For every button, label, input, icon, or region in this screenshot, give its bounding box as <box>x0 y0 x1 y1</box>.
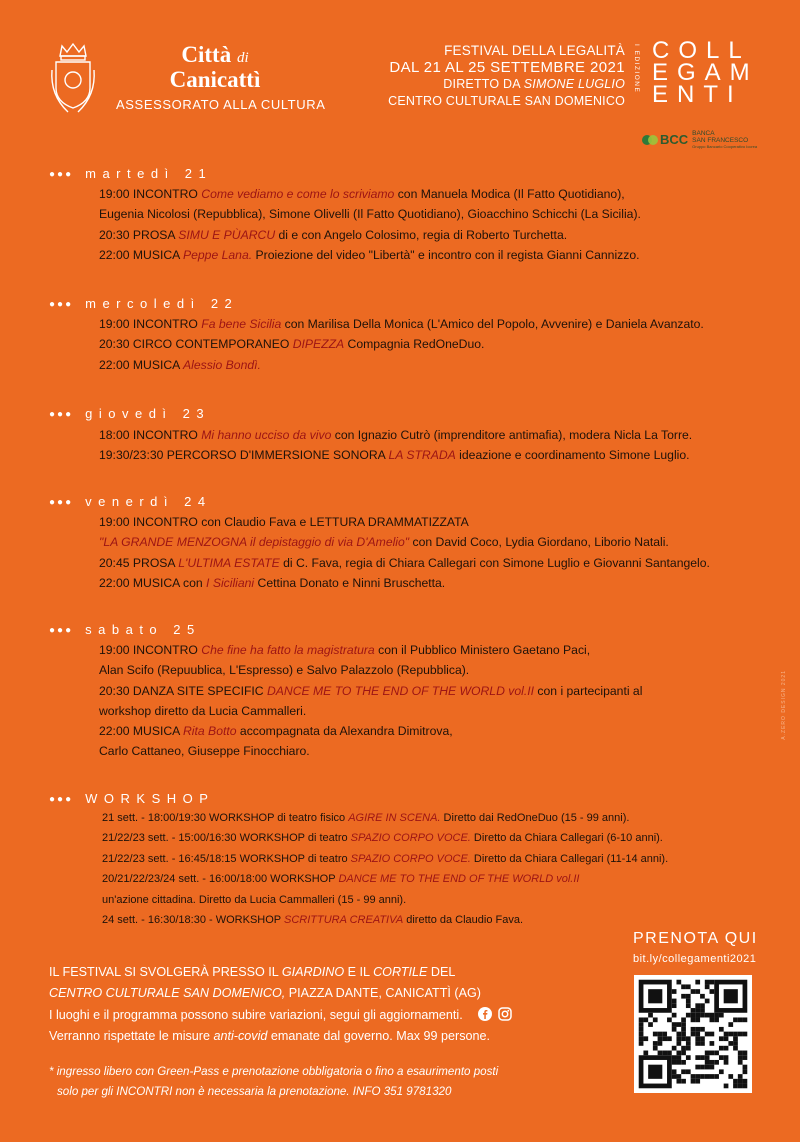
event-title: DANCE ME TO THE END OF THE WORLD vol.II <box>266 683 535 698</box>
event-title: Mi hanno ucciso da vivo <box>201 428 332 442</box>
workshop-program <box>102 808 668 930</box>
festival-director: DIRETTO DA SIMONE LUGLIO <box>443 77 625 91</box>
program-line: 21/22/23 sett. - 15:00/16:30 WORKSHOP di teatro SPAZIO CORPO VOCE. Diretto da Chiara Callegari (6-10 anni). <box>102 832 663 845</box>
event-title: DIPEZZA <box>292 337 345 352</box>
event-title: SCRITTURA CREATIVA <box>284 914 404 927</box>
event-title: Fa bene Sicilia <box>201 317 282 331</box>
program-line: 19:00 INCONTRO con Claudio Fava e LETTURA DRAMMATIZZATA <box>99 515 469 529</box>
festival-venue: CENTRO CULTURALE SAN DOMENICO <box>388 94 625 108</box>
event-title: L'ULTIMA ESTATE <box>178 555 280 570</box>
event-title: LA STRADA <box>388 448 456 463</box>
facebook-icon[interactable] <box>478 1007 492 1021</box>
program-line: workshop diretto da Lucia Cammalleri. <box>99 703 307 718</box>
program-line: 22:00 MUSICA Peppe Lana. Proiezione del video "Libertà" e incontro con il regista Gianni Cannizzo. <box>99 247 640 262</box>
collegamenti-logo: COLL EGAM ENTI <box>652 37 759 108</box>
assessorato-label: ASSESSORATO ALLA CULTURA <box>116 97 326 112</box>
event-title: Come vediamo e come lo scriviamo <box>201 187 395 201</box>
sponsor-logo: BCC BANCA SAN FRANCESCO Gruppo Bancario Cooperativo Iccrea <box>642 130 757 149</box>
program-line: 21/22/23 sett. - 16:45/18:15 WORKSHOP di teatro SPAZIO CORPO VOCE. Diretto da Chiara Callegari (11-14 anni). <box>102 852 669 865</box>
day-program-thursday <box>99 425 692 466</box>
festival-venue-info: IL FESTIVAL SI SVOLGERÀ PRESSO IL GIARDINO E IL CORTILE DEL CENTRO CULTURALE SAN DOMENICO, PIAZZA DANTE, CANICATTÌ (AG) I luoghi e il programma possono subire variazioni, segui gli aggiornamenti. Verranno rispettate le misure anti-covid emanate dal governo. Max 99 persone. <box>49 962 512 1048</box>
day-heading-friday: ●●● venerdì 24 <box>49 494 212 509</box>
workshop-heading: ●●● WORKSHOP <box>49 791 215 806</box>
bcc-leaf-icon <box>642 133 658 147</box>
program-line: 19:00 INCONTRO Come vediamo e come lo scriviamo con Manuela Modica (Il Fatto Quotidiano), <box>99 187 625 201</box>
event-title: SPAZIO CORPO VOCE. <box>350 832 471 845</box>
qr-code-icon[interactable] <box>634 975 752 1093</box>
day-program-tuesday <box>99 184 641 265</box>
program-line: 22:00 MUSICA Rita Botto accompagnata da Alexandra Dimitrova, <box>99 724 453 739</box>
program-line: 20:30 CIRCO CONTEMPORANEO DIPEZZA Compagnia RedOneDuo. <box>99 337 485 352</box>
program-line: un'azione cittadina. Diretto da Lucia Cammalleri (15 - 99 anni). <box>102 893 407 906</box>
program-line: 20:30 PROSA SIMU E PÙARCU di e con Angelo Colosimo, regia di Roberto Turchetta. <box>99 227 568 242</box>
day-program-saturday <box>99 640 642 762</box>
event-title: DANCE ME TO THE END OF THE WORLD vol.II <box>338 873 580 886</box>
day-program-friday <box>99 512 710 593</box>
program-line: 22:00 MUSICA Alessio Bondì. <box>99 357 261 372</box>
crest-icon <box>48 40 98 116</box>
event-title: Che fine ha fatto la magistratura <box>201 643 375 657</box>
program-line: 21 sett. - 18:00/19:30 WORKSHOP di teatro fisico AGIRE IN SCENA. Diretto dai RedOneDuo (15 - 99 anni). <box>102 812 630 824</box>
program-line: 19:30/23:30 PERCORSO D'IMMERSIONE SONORA LA STRADA ideazione e coordinamento Simone Luglio. <box>99 448 690 463</box>
event-title: I Siciliani <box>206 575 255 590</box>
instagram-icon[interactable] <box>498 1007 512 1021</box>
program-line: 20:45 PROSA L'ULTIMA ESTATE di C. Fava, regia di Chiara Callegari con Simone Luglio e Giovanni Santangelo. <box>99 555 710 570</box>
prenota-label: PRENOTA QUI <box>633 930 758 947</box>
event-title: Rita Botto <box>183 724 237 739</box>
event-title: "LA GRANDE MENZOGNA il depistaggio di via D'Amelio" <box>99 535 410 550</box>
program-line: "LA GRANDE MENZOGNA il depistaggio di via D'Amelio" con David Coco, Lydia Giordano, Liborio Natali. <box>99 535 669 550</box>
program-line: Carlo Cattaneo, Giuseppe Finocchiaro. <box>99 744 310 759</box>
program-line: Alan Scifo (Repuublica, L'Espresso) e Salvo Palazzolo (Repubblica). <box>99 663 470 678</box>
design-credit: A.ZERO DESIGN 2021 <box>781 670 787 740</box>
day-heading-tuesday: ●●● martedì 21 <box>49 166 213 181</box>
program-line: 19:00 INCONTRO Che fine ha fatto la magistratura con il Pubblico Ministero Gaetano Paci, <box>99 643 591 657</box>
program-line: 20:30 DANZA SITE SPECIFIC DANCE ME TO THE END OF THE WORLD vol.II con i partecipanti al <box>99 683 643 698</box>
festival-title: FESTIVAL DELLA LEGALITÀ <box>444 43 625 58</box>
entry-note: * ingresso libero con Green-Pass e prenotazione obbligatoria o fino a esaurimento posti solo per gli INCONTRI non è necessaria la prenotazione. INFO 351 9781320 <box>49 1065 499 1098</box>
day-program-wednesday <box>99 314 704 375</box>
program-line: Eugenia Nicolosi (Repubblica), Simone Olivelli (Il Fatto Quotidiano), Gioacchino Schicchi (La Sicilia). <box>99 207 641 222</box>
event-title: Peppe Lana. <box>183 247 253 262</box>
event-title: SPAZIO CORPO VOCE. <box>350 852 471 865</box>
edition-label: I EDIZIONE <box>633 44 640 94</box>
program-line: 20/21/22/23/24 sett. - 16:00/18:00 WORKSHOP DANCE ME TO THE END OF THE WORLD vol.II <box>102 873 580 886</box>
event-title: SIMU E PÙARCU <box>178 227 276 242</box>
program-line: 24 sett. - 16:30/18:30 - WORKSHOP SCRITTURA CREATIVA diretto da Claudio Fava. <box>102 914 524 927</box>
program-line: 22:00 MUSICA con I Siciliani Cettina Donato e Ninni Bruschetta. <box>99 575 446 590</box>
festival-dates: DAL 21 AL 25 SETTEMBRE 2021 <box>389 59 625 76</box>
city-logo-text: Città di Canicattì <box>169 42 261 92</box>
event-title: Alessio Bondì. <box>183 357 261 372</box>
booking-link[interactable]: bit.ly/collegamenti2021 <box>633 953 757 965</box>
day-heading-wednesday: ●●● mercoledì 22 <box>49 296 239 311</box>
program-line: 19:00 INCONTRO Fa bene Sicilia con Marilisa Della Monica (L'Amico del Popolo, Avvenire) e Daniela Avanzato. <box>99 317 704 331</box>
festival-info <box>388 42 625 110</box>
event-title: AGIRE IN SCENA. <box>348 812 441 824</box>
day-heading-saturday: ●●● sabato 25 <box>49 622 201 637</box>
program-line: 18:00 INCONTRO Mi hanno ucciso da vivo con Ignazio Cutrò (imprenditore antimafia), modera Nicla La Torre. <box>99 428 693 442</box>
day-heading-thursday: ●●● giovedì 23 <box>49 406 211 421</box>
